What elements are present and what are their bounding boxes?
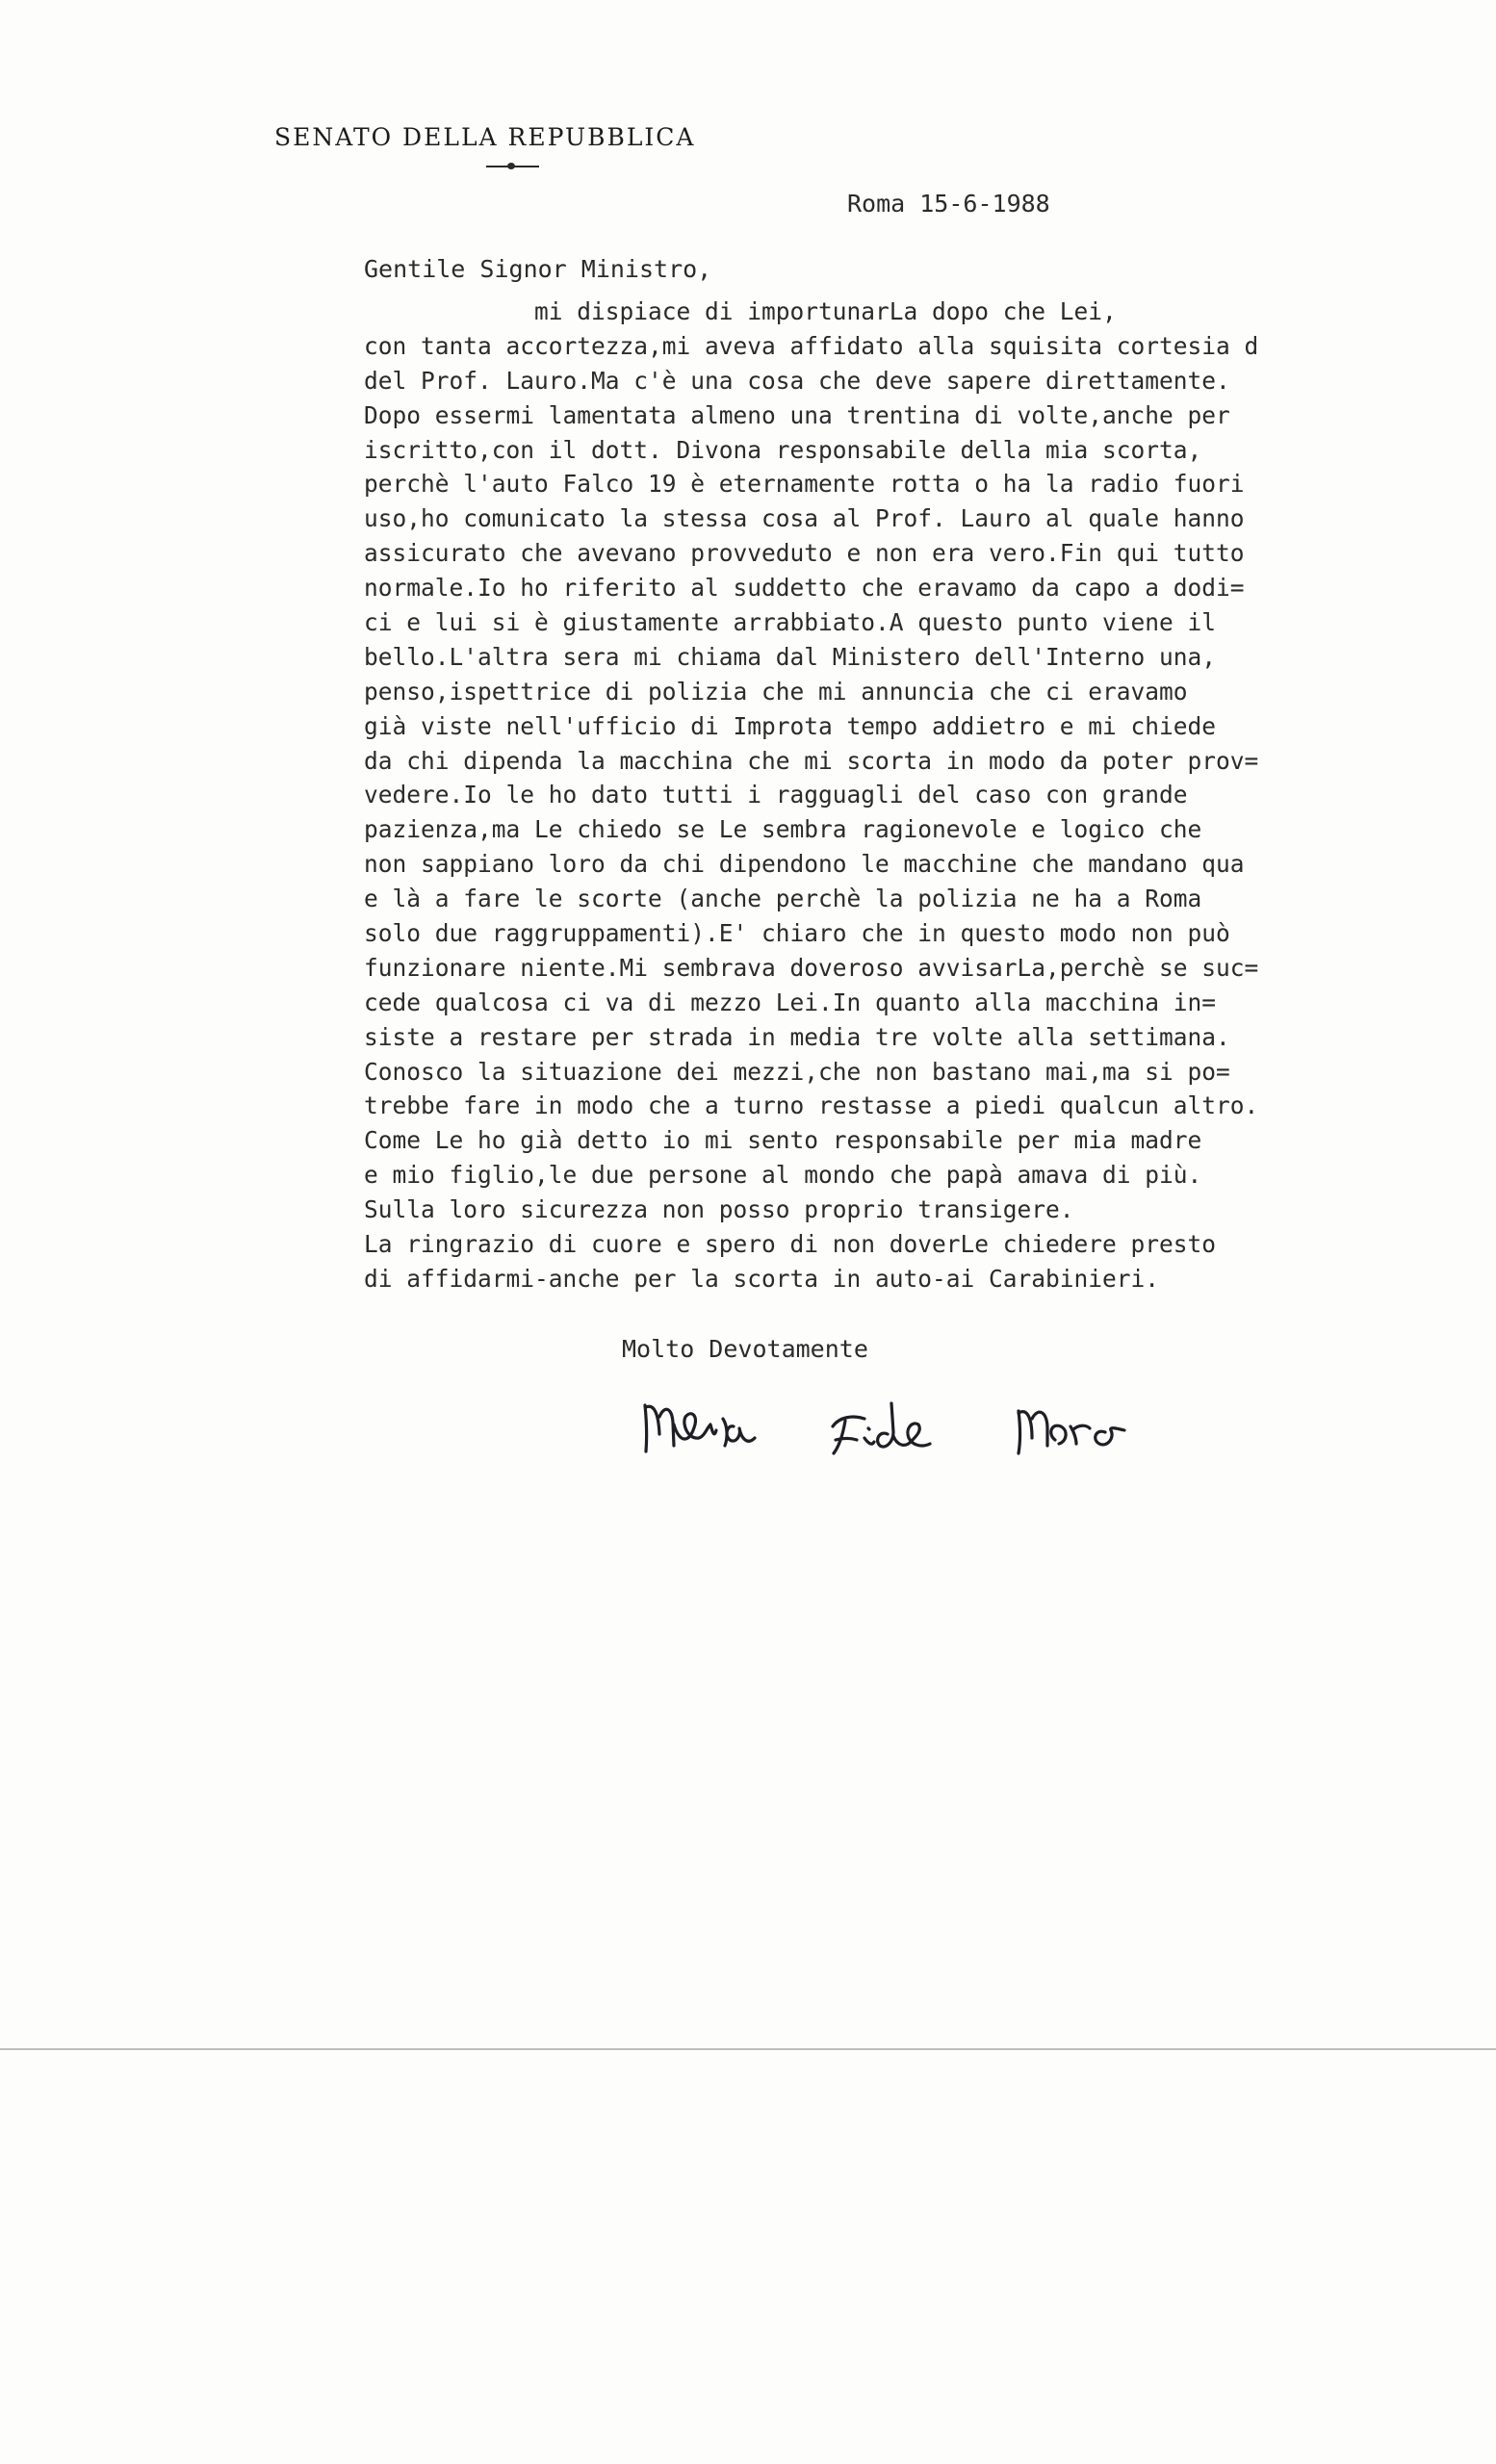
body-line: Come Le ho già detto io mi sento responsabile per mia madre [364, 1126, 1202, 1155]
letterhead-ornament [507, 163, 515, 169]
body-line: uso,ho comunicato la stessa cosa al Prof. Lauro al quale hanno [364, 504, 1245, 533]
body-line: con tanta accortezza,mi aveva affidato alla squisita cortesia d [364, 331, 1259, 360]
body-line: cede qualcosa ci va di mezzo Lei.In quanto alla macchina in= [364, 988, 1217, 1016]
body-line: vedere.Io le ho dato tutti i ragguagli del caso con grande [364, 781, 1188, 809]
page-edge-line [0, 2048, 1496, 2050]
letter-body [364, 295, 1365, 1296]
handwritten-signature [635, 1357, 1174, 1463]
closing: Molto Devotamente [622, 1335, 868, 1363]
body-line: funzionare niente.Mi sembrava doveroso avvisarLa,perchè se suc= [364, 953, 1259, 982]
body-line: La ringrazio di cuore e spero di non doverLe chiedere presto [364, 1230, 1217, 1259]
body-line: e là a fare le scorte (anche perchè la polizia ne ha a Roma [364, 885, 1202, 913]
salutation: Gentile Signor Ministro, [364, 255, 712, 283]
body-line: perchè l'auto Falco 19 è eternamente rotta o ha la radio fuori [364, 470, 1245, 499]
body-line: solo due raggruppamenti).E' chiaro che in questo modo non può [364, 919, 1230, 948]
body-line: penso,ispettrice di polizia che mi annuncia che ci eravamo [364, 677, 1188, 706]
body-line: e mio figlio,le due persone al mondo che papà amava di più. [364, 1161, 1202, 1190]
body-line: Dopo essermi lamentata almeno una trentina di volte,anche per [364, 400, 1230, 429]
body-line: del Prof. Lauro.Ma c'è una cosa che deve sapere direttamente. [364, 366, 1230, 395]
body-line: non sappiano loro da chi dipendono le macchine che mandano qua [364, 850, 1245, 879]
body-line: ci e lui si è giustamente arrabbiato.A questo punto viene il [364, 608, 1217, 637]
body-line: di affidarmi-anche per la scorta in auto-ai Carabinieri. [364, 1264, 1160, 1293]
body-line: pazienza,ma Le chiedo se Le sembra ragionevole e logico che [364, 815, 1202, 844]
body-line: trebbe fare in modo che a turno restasse a piedi qualcun altro. [364, 1091, 1259, 1120]
body-line: assicurato che avevano provveduto e non era vero.Fin qui tutto [364, 539, 1245, 568]
body-line: già viste nell'ufficio di Improta tempo addietro e mi chiede [364, 711, 1217, 740]
body-line: Conosco la situazione dei mezzi,che non bastano mai,ma si po= [364, 1057, 1230, 1086]
body-line: iscritto,con il dott. Divona responsabile della mia scorta, [364, 435, 1202, 464]
letter-date: Roma 15-6-1988 [847, 190, 1050, 218]
body-line: bello.L'altra sera mi chiama dal Ministero dell'Interno una, [364, 642, 1217, 671]
body-line: Sulla loro sicurezza non posso proprio transigere. [364, 1195, 1074, 1224]
body-line: mi dispiace di importunarLa dopo che Lei, [364, 297, 1117, 325]
body-line: normale.Io ho riferito al suddetto che eravamo da capo a dodi= [364, 574, 1245, 603]
body-line: siste a restare per strada in media tre volte alla settimana. [364, 1022, 1230, 1051]
letterhead: SENATO DELLA REPUBBLICA [274, 123, 696, 151]
body-line: da chi dipenda la macchina che mi scorta in modo da poter prov= [364, 746, 1259, 775]
